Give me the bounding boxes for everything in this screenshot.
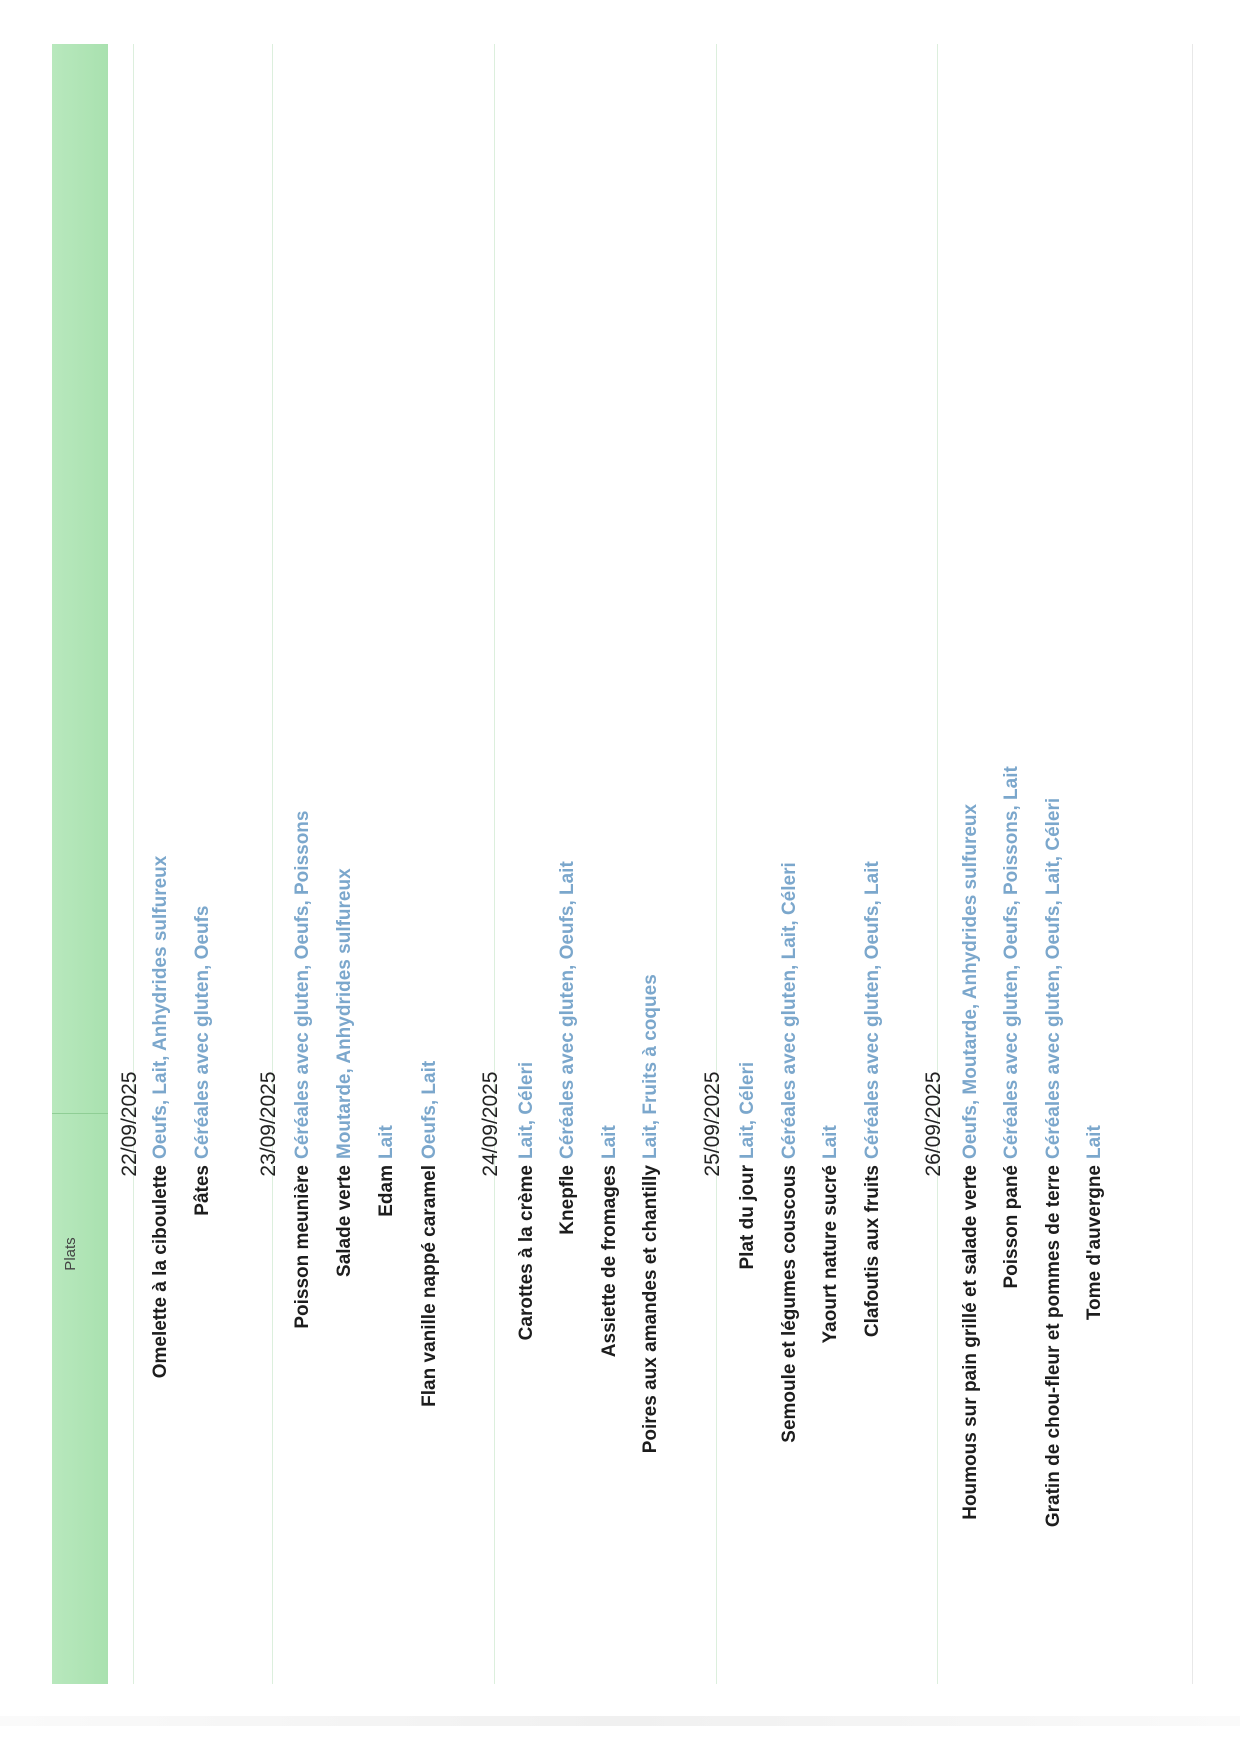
dish-allergens: Lait [599, 1125, 620, 1159]
day-date: 26/09/2025 [922, 1071, 945, 1177]
dish-name: Gratin de chou-fleur et pommes de terre [1043, 1165, 1064, 1528]
dish-allergens: Céréales avec gluten, Oeufs, Poissons [292, 810, 313, 1159]
dish-allergens: Lait, Céleri [516, 1061, 537, 1159]
dish-allergens: Moutarde, Anhydrides sulfureux [334, 868, 355, 1159]
dish-allergens: Oeufs, Lait, Anhydrides sulfureux [150, 855, 171, 1159]
dish-allergens: Oeufs, Moutarde, Anhydrides sulfureux [960, 803, 981, 1159]
dish-allergens: Céréales avec gluten, Lait, Céleri [779, 862, 800, 1159]
dish-name: Tome d'auvergne [1084, 1165, 1105, 1321]
dish-allergens: Lait [1084, 1125, 1105, 1159]
dish-allergens: Lait [376, 1125, 397, 1159]
dish-name: Poisson meunière [292, 1165, 313, 1329]
dish-allergens: Lait [820, 1125, 841, 1159]
dish-allergens: Céréales avec gluten, Oeufs [192, 905, 213, 1159]
day-date: 24/09/2025 [479, 1071, 502, 1177]
dish-name: Knepfle [557, 1165, 578, 1235]
scan-edge-shadow [0, 1716, 1240, 1726]
dish-name: Carottes à la crème [516, 1165, 537, 1341]
dish-allergens: Céréales avec gluten, Oeufs, Poissons, Lait [1001, 766, 1022, 1159]
dish-name: Assiette de fromages [599, 1165, 620, 1358]
dish-name: Clafoutis aux fruits [862, 1165, 883, 1338]
day-divider [937, 44, 938, 1684]
dish-name: Yaourt nature sucré [820, 1165, 841, 1344]
dish-allergens: Céréales avec gluten, Oeufs, Lait, Céleri [1043, 797, 1064, 1159]
day-date: 23/09/2025 [257, 1071, 280, 1177]
dish-name: Poisson pané [1001, 1165, 1022, 1289]
dish-name: Salade verte [334, 1165, 355, 1277]
dish-allergens: Lait, Fruits à coques [640, 974, 661, 1159]
dish-name: Edam [376, 1165, 397, 1217]
dish-allergens: Céréales avec gluten, Oeufs, Lait [557, 861, 578, 1159]
table-header [52, 44, 108, 1684]
day-divider [133, 44, 134, 1684]
dish-allergens: Lait, Céleri [737, 1061, 758, 1159]
dish-name: Houmous sur pain grillé et salade verte [960, 1165, 981, 1520]
dish-name: Poires aux amandes et chantilly [640, 1165, 661, 1454]
day-divider [716, 44, 717, 1684]
dish-name: Plat du jour [737, 1165, 758, 1270]
dish-name: Semoule et légumes couscous [779, 1165, 800, 1443]
dish-name: Pâtes [192, 1165, 213, 1216]
table-bottom-rule [1192, 44, 1193, 1684]
dish-allergens: Céréales avec gluten, Oeufs, Lait [862, 861, 883, 1159]
day-divider [272, 44, 273, 1684]
dish-name: Omelette à la ciboulette [150, 1165, 171, 1379]
header-plats-label: Plats [62, 1237, 79, 1271]
header-column-separator [52, 1113, 108, 1114]
day-date: 22/09/2025 [118, 1071, 141, 1177]
day-divider [494, 44, 495, 1684]
dish-name: Flan vanille nappé caramel [419, 1165, 440, 1407]
dish-allergens: Oeufs, Lait [419, 1060, 440, 1159]
day-date: 25/09/2025 [701, 1071, 724, 1177]
